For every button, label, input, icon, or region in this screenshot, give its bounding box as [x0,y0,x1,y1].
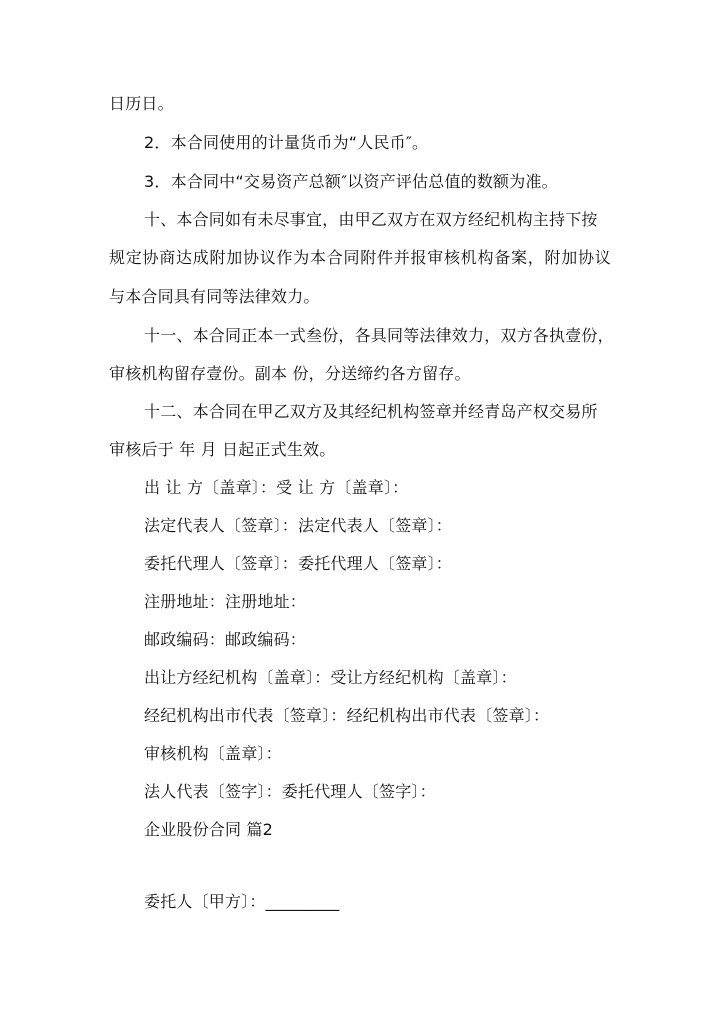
signature-field-line: 经纪机构出市代表〔签章〕：经纪机构出市代表〔签章〕： [144,706,550,725]
signature-field-line: 委托代理人〔签章〕：委托代理人〔签章〕： [144,554,453,573]
signature-field-line: 委托人〔甲方〕：_________ [144,892,340,911]
paragraph-line: 日历日。 [109,94,174,113]
paragraph-line: 2．本合同使用的计量货币为“人民币″。 [144,133,429,152]
paragraph-line: 审核后于 年 月 日起正式生效。 [109,440,336,459]
signature-field-line: 注册地址：注册地址： [144,592,307,611]
paragraph-line: 与本合同具有同等法律效力。 [109,287,320,306]
paragraph-line: 十二、本合同在甲乙双方及其经纪机构签章并经青岛产权交易所 [144,402,598,421]
paragraph-line: 审核机构留存壹份。副本 份，分送缔约各方留存。 [109,364,471,383]
signature-field-line: 法定代表人〔签章〕：法定代表人〔签章〕： [144,516,453,535]
paragraph-line: 规定协商达成附加协议作为本合同附件并报审核机构备案，附加协议 [109,248,611,267]
paragraph-line: 3．本合同中“交易资产总额″以资产评估总值的数额为准。 [144,172,558,191]
paragraph-line: 十一、本合同正本一式叁份，各具同等法律效力，双方各执壹份， [144,326,614,345]
signature-field-line: 审核机构〔盖章〕： [144,744,282,763]
paragraph-line: 十、本合同如有未尽事宜，由甲乙双方在双方经纪机构主持下按 [144,210,598,229]
signature-field-line: 法人代表〔签字〕：委托代理人〔签字〕： [144,782,436,801]
signature-field-line: 出让方经纪机构〔盖章〕：受让方经纪机构〔盖章〕： [144,668,517,687]
signature-field-line: 出 让 方〔盖章〕：受 让 方〔盖章〕： [144,478,409,497]
signature-field-line: 邮政编码：邮政编码： [144,630,307,649]
section-heading: 企业股份合同 篇2 [144,820,274,839]
